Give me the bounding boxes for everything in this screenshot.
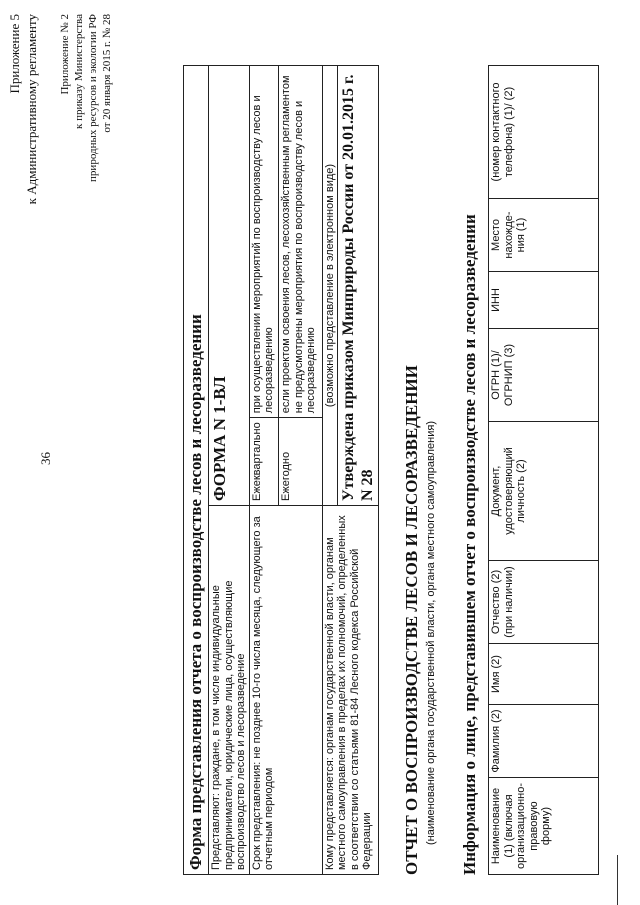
submitters-cell: Представляют: граждане, в том числе индивидуальные предприниматели, юридические лица, осуществляющие воспроизводство лесов и лесоразведение [209, 506, 250, 875]
appendix2-line-3: природных ресурсов и экологии РФ [87, 14, 99, 182]
info-title: Информация о лице, представившем отчет о воспроизводстве лесов и лесоразведении [460, 214, 479, 875]
info-col-firstname: Имя (2) [489, 644, 599, 705]
approved-note: Утверждена приказом Минприроды России от 20.01.2015 г. N 28 [338, 66, 379, 506]
info-col-name: Наименование (1) (включая организационно-правовую форму) [489, 778, 599, 875]
info-col-location: Место нахожде-ния (1) [489, 199, 599, 272]
appendix2-line-4: от 20 января 2015 г. № 28 [101, 14, 113, 133]
deadline-cell: Срок представления: не позднее 10-го числа месяца, следующего за отчетным периодом [249, 506, 322, 875]
appendix2-block [58, 14, 114, 274]
footnote-line [617, 855, 618, 905]
info-col-inn: ИНН [489, 272, 599, 329]
appendix-line-2: к Административному регламенту [24, 14, 39, 205]
appendix2-line-1: Приложение № 2 [59, 14, 71, 95]
annual-desc: если проектом освоения лесов, лесохозяйственным регламентом не предусмотрены мероприятия по воспроизводству лесов и лесоразведению [279, 66, 322, 418]
report-subtitle: (наименование органа государственной власти, органа местного самоуправления) [425, 421, 437, 845]
info-table [488, 65, 599, 875]
form-table [183, 65, 379, 875]
info-col-document: Документ, удостоверяющий личность (2) [489, 422, 599, 561]
recipient-cell: Кому представляется: органам государственной власти, органам местного самоуправления в пределах их полномочий, определенных в соответствии со статьями 81-84 Лесного кодекса Российской Федерации [322, 506, 379, 875]
appendix2-line-2: к приказу Министерства [73, 14, 85, 129]
quarterly-desc: при осуществлении мероприятий по воспроизводству лесов и лесоразведению [249, 66, 279, 418]
report-title: ОТЧЕТ О ВОСПРОИЗВОДСТВЕ ЛЕСОВ И ЛЕСОРАЗВЕДЕНИИ [402, 365, 421, 875]
appendix-line-1: Приложение 5 [7, 14, 22, 94]
info-col-patronymic: Отчество (2) (при наличии) [489, 561, 599, 644]
info-col-surname: Фамилия (2) [489, 705, 599, 778]
quarterly-label: Ежеквартально [249, 418, 279, 506]
annual-label: Ежегодно [279, 418, 322, 506]
info-header-row [489, 66, 599, 875]
form-table-title: Форма представления отчета о воспроизводстве лесов и лесоразведении [184, 66, 209, 875]
page-number: 36 [38, 452, 53, 465]
form-number: ФОРМА N 1-ВЛ [209, 66, 250, 506]
appendix-block [6, 14, 40, 274]
info-col-ogrn: ОГРН (1)/ ОГРНИП (3) [489, 329, 599, 422]
electronic-note: (возможно представление в электронном виде) [322, 66, 338, 506]
info-col-phone: (номер контактного телефона) (1)/ (2) [489, 66, 599, 199]
